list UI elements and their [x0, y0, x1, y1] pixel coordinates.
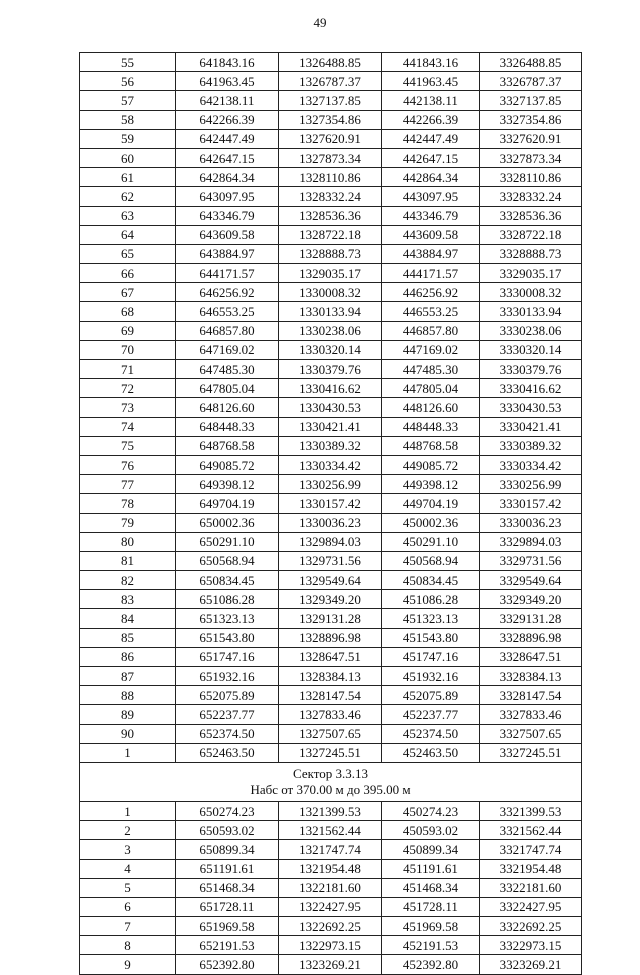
coordinate-cell: 3328332.24: [480, 187, 582, 206]
coordinate-cell: 3328384.13: [480, 667, 582, 686]
coordinate-cell: 1329131.28: [279, 609, 382, 628]
coordinate-cell: 650899.34: [176, 840, 279, 859]
coordinate-cell: 646857.80: [176, 321, 279, 340]
coordinate-cell: 649398.12: [176, 475, 279, 494]
table-row: [80, 628, 582, 647]
coordinate-cell: 447485.30: [382, 360, 480, 379]
coordinate-cell: 451468.34: [382, 878, 480, 897]
coordinate-cell: 646553.25: [176, 302, 279, 321]
coordinate-cell: 3327245.51: [480, 743, 582, 762]
coordinate-cell: 650568.94: [176, 551, 279, 570]
table-row: [80, 936, 582, 955]
point-number-cell: 56: [80, 72, 176, 91]
coordinate-cell: 1327354.86: [279, 110, 382, 129]
coordinate-cell: 443346.79: [382, 206, 480, 225]
coordinate-cell: 441843.16: [382, 53, 480, 72]
coordinate-cell: 3330256.99: [480, 475, 582, 494]
coordinate-cell: 642447.49: [176, 129, 279, 148]
coordinate-cell: 449085.72: [382, 455, 480, 474]
coordinate-cell: 1328888.73: [279, 244, 382, 263]
coordinate-cell: 646256.92: [176, 283, 279, 302]
coordinate-cell: 3330238.06: [480, 321, 582, 340]
table-row: [80, 513, 582, 532]
coordinate-cell: 443097.95: [382, 187, 480, 206]
coordinate-cell: 1322181.60: [279, 878, 382, 897]
table-row: [80, 743, 582, 762]
point-number-cell: 2: [80, 821, 176, 840]
coordinate-cell: 1327620.91: [279, 129, 382, 148]
table-row: [80, 686, 582, 705]
coordinate-cell: 3329349.20: [480, 590, 582, 609]
coordinate-cell: 651191.61: [176, 859, 279, 878]
coordinate-cell: 650593.02: [176, 821, 279, 840]
point-number-cell: 5: [80, 878, 176, 897]
coordinate-cell: 3329035.17: [480, 264, 582, 283]
coordinate-cell: 452374.50: [382, 724, 480, 743]
coordinate-cell: 1322692.25: [279, 917, 382, 936]
coordinate-cell: 3321562.44: [480, 821, 582, 840]
coordinate-cell: 1323269.21: [279, 955, 382, 974]
coordinate-cell: 1322973.15: [279, 936, 382, 955]
point-number-cell: 86: [80, 647, 176, 666]
coordinate-cell: 647485.30: [176, 360, 279, 379]
coordinate-cell: 448448.33: [382, 417, 480, 436]
coordinate-cell: 450274.23: [382, 801, 480, 820]
coordinate-cell: 450568.94: [382, 551, 480, 570]
table-body-before-section: [80, 53, 582, 763]
point-number-cell: 88: [80, 686, 176, 705]
point-number-cell: 1: [80, 743, 176, 762]
coordinate-cell: 651932.16: [176, 667, 279, 686]
point-number-cell: 64: [80, 225, 176, 244]
coordinate-cell: 3329549.64: [480, 571, 582, 590]
coordinate-cell: 3330320.14: [480, 340, 582, 359]
coordinate-cell: 642864.34: [176, 168, 279, 187]
coordinate-cell: 1327833.46: [279, 705, 382, 724]
coordinate-cell: 1330157.42: [279, 494, 382, 513]
coordinate-cell: 441963.45: [382, 72, 480, 91]
coordinate-cell: 1322427.95: [279, 897, 382, 916]
coordinate-cell: 3328110.86: [480, 168, 582, 187]
coordinate-cell: 1330334.42: [279, 455, 382, 474]
coordinate-cell: 1330320.14: [279, 340, 382, 359]
coordinate-cell: 3323269.21: [480, 955, 582, 974]
coordinate-cell: 450002.36: [382, 513, 480, 532]
table-row: [80, 436, 582, 455]
coordinates-table: [79, 52, 582, 975]
coordinate-cell: 451747.16: [382, 647, 480, 666]
table-row: [80, 840, 582, 859]
table-row: [80, 859, 582, 878]
table-row: [80, 53, 582, 72]
coordinate-cell: 451932.16: [382, 667, 480, 686]
coordinate-cell: 1328147.54: [279, 686, 382, 705]
coordinate-cell: 652237.77: [176, 705, 279, 724]
point-number-cell: 62: [80, 187, 176, 206]
coordinate-cell: 3330036.23: [480, 513, 582, 532]
table-row: [80, 667, 582, 686]
coordinate-cell: 641843.16: [176, 53, 279, 72]
coordinate-cell: 643097.95: [176, 187, 279, 206]
table-row: [80, 475, 582, 494]
point-number-cell: 68: [80, 302, 176, 321]
coordinate-cell: 1329894.03: [279, 532, 382, 551]
coordinate-cell: 1330379.76: [279, 360, 382, 379]
coordinate-cell: 450899.34: [382, 840, 480, 859]
table-row: [80, 168, 582, 187]
point-number-cell: 84: [80, 609, 176, 628]
coordinate-cell: 3327620.91: [480, 129, 582, 148]
table-row: [80, 551, 582, 570]
table-row: [80, 187, 582, 206]
section-header-row: [80, 762, 582, 801]
table-row: [80, 321, 582, 340]
coordinate-cell: 647805.04: [176, 379, 279, 398]
table-row: [80, 801, 582, 820]
point-number-cell: 80: [80, 532, 176, 551]
coordinate-cell: 3330430.53: [480, 398, 582, 417]
coordinate-cell: 652374.50: [176, 724, 279, 743]
table-row: [80, 955, 582, 974]
point-number-cell: 89: [80, 705, 176, 724]
point-number-cell: 78: [80, 494, 176, 513]
coordinate-cell: 3322181.60: [480, 878, 582, 897]
coordinate-cell: 1329035.17: [279, 264, 382, 283]
coordinate-cell: 448126.60: [382, 398, 480, 417]
coordinate-cell: 3329731.56: [480, 551, 582, 570]
coordinate-cell: 1329349.20: [279, 590, 382, 609]
point-number-cell: 4: [80, 859, 176, 878]
page-number: 49: [313, 15, 327, 30]
point-number-cell: 55: [80, 53, 176, 72]
coordinate-cell: 3321747.74: [480, 840, 582, 859]
coordinate-cell: 3321399.53: [480, 801, 582, 820]
coordinate-cell: 650834.45: [176, 571, 279, 590]
coordinate-cell: 1329549.64: [279, 571, 382, 590]
coordinate-cell: 3328536.36: [480, 206, 582, 225]
coordinate-cell: 1330238.06: [279, 321, 382, 340]
coordinate-cell: 451086.28: [382, 590, 480, 609]
table-row: [80, 129, 582, 148]
coordinate-cell: 643609.58: [176, 225, 279, 244]
point-number-cell: 90: [80, 724, 176, 743]
coordinate-cell: 1326488.85: [279, 53, 382, 72]
coordinate-cell: 1330389.32: [279, 436, 382, 455]
table-row: [80, 455, 582, 474]
coordinate-cell: 649704.19: [176, 494, 279, 513]
table-row: [80, 225, 582, 244]
point-number-cell: 1: [80, 801, 176, 820]
coordinate-cell: 451191.61: [382, 859, 480, 878]
coordinate-cell: 651086.28: [176, 590, 279, 609]
coordinate-cell: 442138.11: [382, 91, 480, 110]
coordinate-cell: 1321562.44: [279, 821, 382, 840]
point-number-cell: 74: [80, 417, 176, 436]
coordinate-cell: 641963.45: [176, 72, 279, 91]
table-row: [80, 244, 582, 263]
coordinate-cell: 442647.15: [382, 148, 480, 167]
coordinate-cell: 444171.57: [382, 264, 480, 283]
coordinate-cell: 1328896.98: [279, 628, 382, 647]
coordinate-cell: 3328722.18: [480, 225, 582, 244]
coordinate-cell: 3330379.76: [480, 360, 582, 379]
coordinate-cell: 3326488.85: [480, 53, 582, 72]
coordinate-cell: 3328896.98: [480, 628, 582, 647]
point-number-cell: 67: [80, 283, 176, 302]
point-number-cell: 66: [80, 264, 176, 283]
point-number-cell: 65: [80, 244, 176, 263]
point-number-cell: 83: [80, 590, 176, 609]
coordinate-cell: 449704.19: [382, 494, 480, 513]
coordinate-cell: 642647.15: [176, 148, 279, 167]
coordinate-cell: 1321747.74: [279, 840, 382, 859]
section-subtitle: Набс от 370.00 м до 395.00 м: [250, 781, 411, 797]
coordinate-cell: 1330008.32: [279, 283, 382, 302]
coordinate-cell: 452237.77: [382, 705, 480, 724]
coordinate-cell: 1328332.24: [279, 187, 382, 206]
coordinate-cell: 643884.97: [176, 244, 279, 263]
coordinate-cell: 3330008.32: [480, 283, 582, 302]
table-row: [80, 878, 582, 897]
table-row: [80, 110, 582, 129]
point-number-cell: 7: [80, 917, 176, 936]
coordinate-cell: 443884.97: [382, 244, 480, 263]
table-row: [80, 417, 582, 436]
coordinate-cell: 647169.02: [176, 340, 279, 359]
coordinate-cell: 648126.60: [176, 398, 279, 417]
coordinate-cell: 3330416.62: [480, 379, 582, 398]
table-row: [80, 91, 582, 110]
coordinate-cell: 642138.11: [176, 91, 279, 110]
coordinate-cell: 1328536.36: [279, 206, 382, 225]
coordinate-cell: 3322427.95: [480, 897, 582, 916]
point-number-cell: 8: [80, 936, 176, 955]
section-header-body: [80, 762, 582, 801]
coordinate-cell: 1330036.23: [279, 513, 382, 532]
coordinate-cell: 3322692.25: [480, 917, 582, 936]
point-number-cell: 85: [80, 628, 176, 647]
coordinate-cell: 451728.11: [382, 897, 480, 916]
coordinate-cell: 651728.11: [176, 897, 279, 916]
point-number-cell: 73: [80, 398, 176, 417]
coordinate-cell: 652392.80: [176, 955, 279, 974]
point-number-cell: 59: [80, 129, 176, 148]
coordinate-cell: 644171.57: [176, 264, 279, 283]
table-row: [80, 206, 582, 225]
coordinate-cell: 1329731.56: [279, 551, 382, 570]
coordinate-cell: 3330389.32: [480, 436, 582, 455]
table-row: [80, 590, 582, 609]
coordinate-cell: 1326787.37: [279, 72, 382, 91]
point-number-cell: 79: [80, 513, 176, 532]
coordinate-cell: 1330430.53: [279, 398, 382, 417]
coordinate-cell: 452191.53: [382, 936, 480, 955]
point-number-cell: 77: [80, 475, 176, 494]
coordinate-cell: 452075.89: [382, 686, 480, 705]
point-number-cell: 72: [80, 379, 176, 398]
table-row: [80, 609, 582, 628]
table-row: [80, 283, 582, 302]
coordinate-cell: 642266.39: [176, 110, 279, 129]
coordinate-cell: 1328384.13: [279, 667, 382, 686]
section-header-cell: [80, 762, 582, 801]
coordinate-cell: 451323.13: [382, 609, 480, 628]
coordinate-cell: 651323.13: [176, 609, 279, 628]
table-row: [80, 72, 582, 91]
coordinate-cell: 650274.23: [176, 801, 279, 820]
coordinate-cell: 3328147.54: [480, 686, 582, 705]
coordinate-cell: 452392.80: [382, 955, 480, 974]
coordinate-cell: 446857.80: [382, 321, 480, 340]
coordinate-cell: 651747.16: [176, 647, 279, 666]
coordinate-cell: 1330421.41: [279, 417, 382, 436]
coordinate-cell: 447169.02: [382, 340, 480, 359]
coordinate-cell: 1327137.85: [279, 91, 382, 110]
table-row: [80, 724, 582, 743]
table-row: [80, 379, 582, 398]
coordinate-cell: 643346.79: [176, 206, 279, 225]
point-number-cell: 69: [80, 321, 176, 340]
point-number-cell: 87: [80, 667, 176, 686]
coordinate-cell: 3327833.46: [480, 705, 582, 724]
table-row: [80, 917, 582, 936]
coordinate-cell: 651468.34: [176, 878, 279, 897]
point-number-cell: 58: [80, 110, 176, 129]
coordinate-cell: 451969.58: [382, 917, 480, 936]
point-number-cell: 76: [80, 455, 176, 474]
coordinate-cell: 449398.12: [382, 475, 480, 494]
coordinate-cell: 649085.72: [176, 455, 279, 474]
table-row: [80, 532, 582, 551]
coordinate-cell: 1328647.51: [279, 647, 382, 666]
point-number-cell: 6: [80, 897, 176, 916]
coordinate-cell: 452463.50: [382, 743, 480, 762]
coordinate-cell: 3327137.85: [480, 91, 582, 110]
coordinate-cell: 3328647.51: [480, 647, 582, 666]
coordinate-cell: 650002.36: [176, 513, 279, 532]
coordinate-cell: 651543.80: [176, 628, 279, 647]
coordinate-cell: 1321954.48: [279, 859, 382, 878]
coordinate-cell: 1330416.62: [279, 379, 382, 398]
coordinate-cell: 651969.58: [176, 917, 279, 936]
coordinate-cell: 447805.04: [382, 379, 480, 398]
table-row: [80, 302, 582, 321]
table-row: [80, 705, 582, 724]
point-number-cell: 71: [80, 360, 176, 379]
coordinate-cell: 1327873.34: [279, 148, 382, 167]
coordinate-cell: 442864.34: [382, 168, 480, 187]
table-row: [80, 821, 582, 840]
coordinate-cell: 648448.33: [176, 417, 279, 436]
point-number-cell: 60: [80, 148, 176, 167]
table-row: [80, 571, 582, 590]
coordinate-cell: 450834.45: [382, 571, 480, 590]
coordinate-cell: 3322973.15: [480, 936, 582, 955]
table-row: [80, 398, 582, 417]
table-body-after-section: [80, 801, 582, 974]
table-row: [80, 647, 582, 666]
coordinate-cell: 448768.58: [382, 436, 480, 455]
coordinate-cell: 1328110.86: [279, 168, 382, 187]
coordinate-cell: 451543.80: [382, 628, 480, 647]
point-number-cell: 81: [80, 551, 176, 570]
point-number-cell: 63: [80, 206, 176, 225]
coordinate-cell: 442447.49: [382, 129, 480, 148]
coordinate-cell: 1328722.18: [279, 225, 382, 244]
coordinate-cell: 652191.53: [176, 936, 279, 955]
coordinate-cell: 3329894.03: [480, 532, 582, 551]
section-title: Сектор 3.3.13: [292, 765, 368, 781]
coordinate-cell: 446256.92: [382, 283, 480, 302]
coordinate-cell: 1327507.65: [279, 724, 382, 743]
coordinate-cell: 1327245.51: [279, 743, 382, 762]
coordinate-cell: 3327507.65: [480, 724, 582, 743]
coordinate-cell: 652075.89: [176, 686, 279, 705]
coordinate-cell: 3330334.42: [480, 455, 582, 474]
coordinate-cell: 443609.58: [382, 225, 480, 244]
point-number-cell: 3: [80, 840, 176, 859]
coordinate-cell: 3330157.42: [480, 494, 582, 513]
point-number-cell: 61: [80, 168, 176, 187]
coordinate-cell: 3326787.37: [480, 72, 582, 91]
coordinate-cell: 3327873.34: [480, 148, 582, 167]
coordinate-cell: 446553.25: [382, 302, 480, 321]
coordinate-cell: 450593.02: [382, 821, 480, 840]
table-row: [80, 264, 582, 283]
coordinate-cell: 3327354.86: [480, 110, 582, 129]
coordinate-cell: 3328888.73: [480, 244, 582, 263]
table-row: [80, 897, 582, 916]
coordinate-cell: 1330133.94: [279, 302, 382, 321]
coordinate-cell: 3330421.41: [480, 417, 582, 436]
point-number-cell: 9: [80, 955, 176, 974]
point-number-cell: 70: [80, 340, 176, 359]
coordinate-cell: 3321954.48: [480, 859, 582, 878]
table-row: [80, 148, 582, 167]
coordinate-cell: 650291.10: [176, 532, 279, 551]
point-number-cell: 82: [80, 571, 176, 590]
coordinate-cell: 648768.58: [176, 436, 279, 455]
table-row: [80, 494, 582, 513]
point-number-cell: 57: [80, 91, 176, 110]
coordinate-cell: 1321399.53: [279, 801, 382, 820]
table-row: [80, 360, 582, 379]
coordinate-cell: 450291.10: [382, 532, 480, 551]
coordinate-cell: 1330256.99: [279, 475, 382, 494]
coordinate-cell: 3330133.94: [480, 302, 582, 321]
coordinate-cell: 3329131.28: [480, 609, 582, 628]
table-row: [80, 340, 582, 359]
point-number-cell: 75: [80, 436, 176, 455]
coordinate-cell: 652463.50: [176, 743, 279, 762]
coordinate-cell: 442266.39: [382, 110, 480, 129]
